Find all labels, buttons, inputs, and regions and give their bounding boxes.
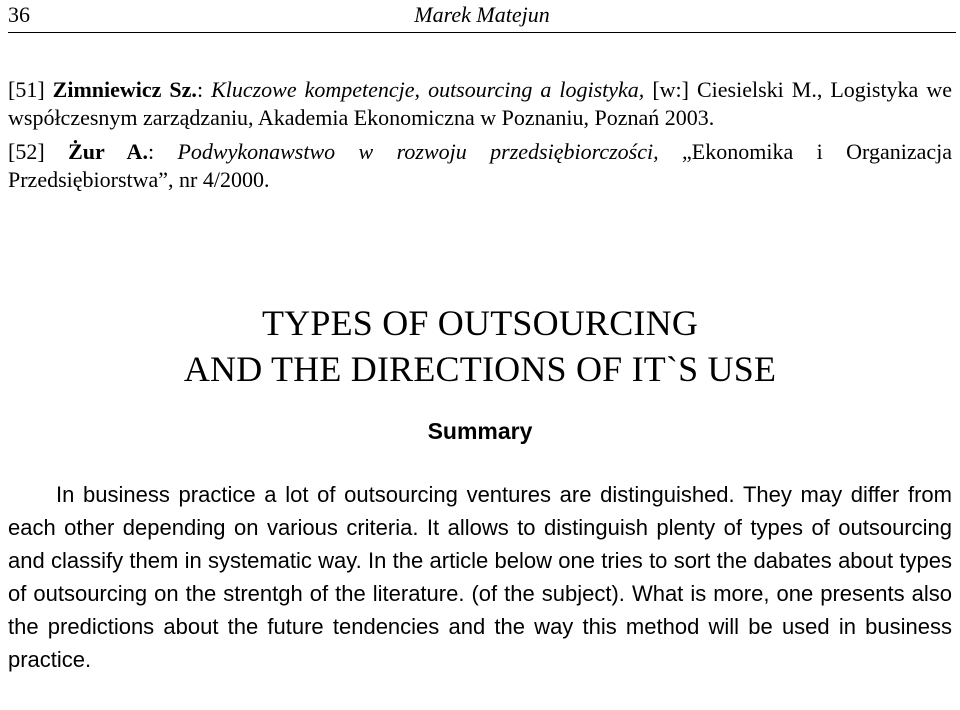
reference-title: Podwykonawstwo w rozwoju przedsiębiorczości, bbox=[177, 139, 659, 164]
reference-number: [52] bbox=[8, 139, 45, 164]
summary-text: In business practice a lot of outsourcing ventures are distinguished. They may differ from each other depending on various criteria. It allows to distinguish plenty of types of outsourcing and classify them in systematic way. In the article below one tries to sort the dabates about types of outsourcing on the strentgh of the literature. (of the subject). What is more, one presents also the predictions about the future tendencies and the way this method will be used in business practice. bbox=[8, 482, 952, 672]
running-author: Marek Matejun bbox=[414, 2, 550, 27]
title-line-1: TYPES OF OUTSOURCING bbox=[261, 303, 699, 343]
reference-author: Zimniewicz Sz. bbox=[52, 77, 197, 102]
article-title bbox=[0, 300, 960, 392]
title-line-2: AND THE DIRECTIONS OF IT`S USE bbox=[183, 349, 777, 389]
summary-heading: Summary bbox=[427, 418, 533, 444]
reference-author: Żur A. bbox=[68, 139, 148, 164]
summary-paragraph bbox=[8, 478, 952, 676]
reference-list bbox=[8, 76, 952, 200]
reference-separator: : bbox=[147, 139, 178, 164]
page-number: 36 bbox=[8, 2, 30, 27]
reference-title: Kluczowe kompetencje, outsourcing a logistyka, bbox=[211, 77, 645, 102]
running-header bbox=[8, 0, 956, 33]
reference-details: [w:] Ciesielski M., Logistyka we współczesnym zarządzaniu, Akademia Ekonomiczna w Poznaniu, Poznań 2003. bbox=[8, 77, 952, 130]
reference-details: „Ekonomika i Organizacja Przedsiębiorstwa”, nr 4/2000. bbox=[8, 139, 953, 192]
reference-item bbox=[8, 76, 952, 132]
reference-number: [51] bbox=[8, 77, 45, 102]
reference-item bbox=[8, 138, 952, 194]
reference-separator: : bbox=[196, 77, 212, 102]
